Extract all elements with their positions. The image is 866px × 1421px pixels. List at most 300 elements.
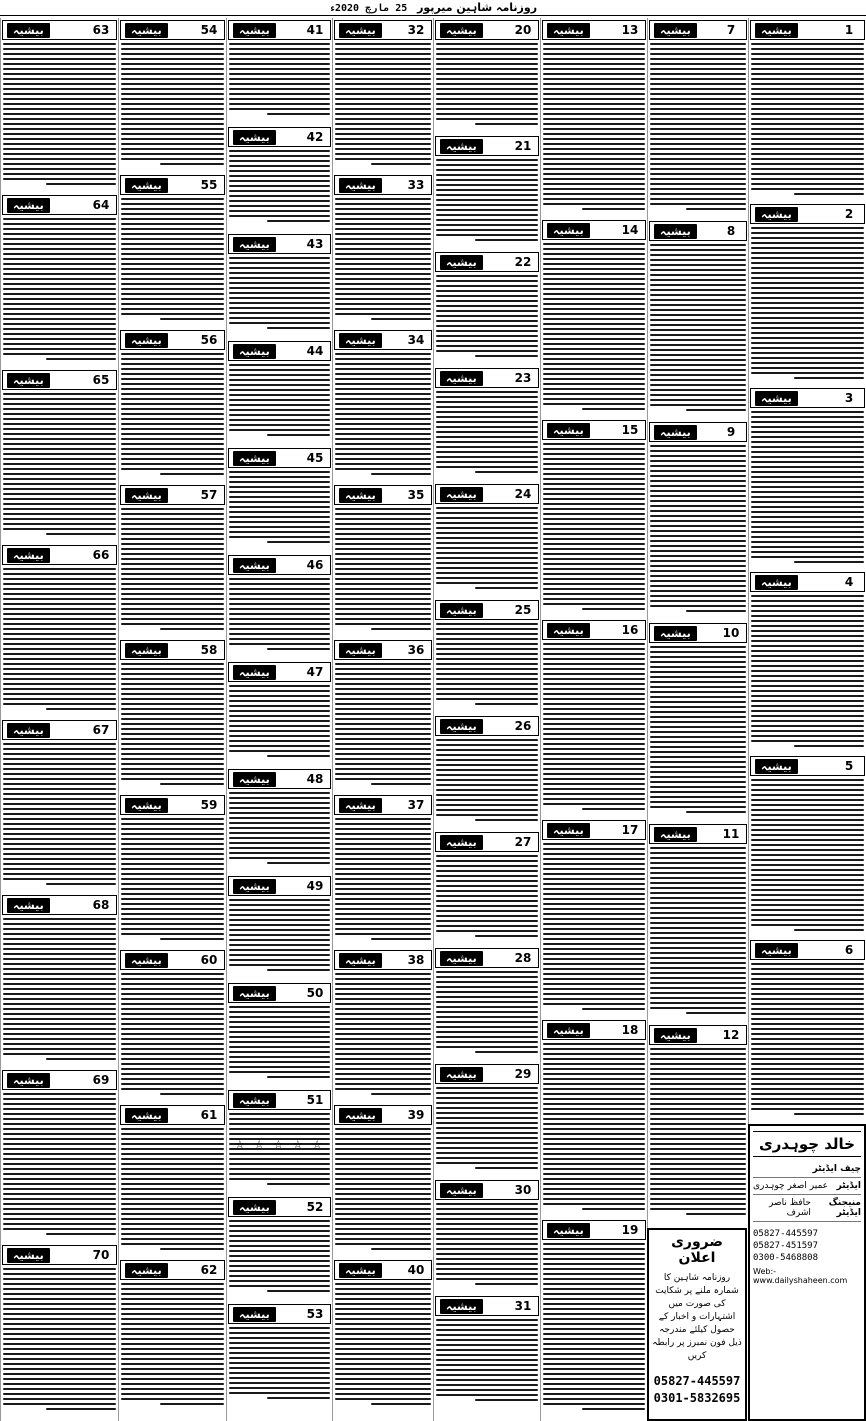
text-line — [751, 849, 864, 851]
text-line — [121, 508, 224, 510]
text-line — [121, 433, 224, 435]
text-line — [436, 73, 538, 75]
text-line — [335, 78, 431, 80]
text-line — [436, 1384, 538, 1386]
text-line — [543, 733, 645, 735]
text-line — [543, 1248, 645, 1250]
text-line — [543, 538, 645, 540]
text-line — [335, 988, 431, 990]
text-line — [121, 248, 224, 250]
news-item-badge: بیشیہ — [7, 198, 50, 213]
text-line — [650, 193, 746, 195]
text-line — [229, 1332, 330, 1334]
news-item — [434, 598, 540, 714]
news-item — [227, 18, 332, 125]
news-item-badge: بیشیہ — [654, 224, 697, 239]
text-line — [436, 310, 538, 312]
text-line — [229, 1041, 330, 1043]
text-line — [751, 362, 864, 364]
text-line — [543, 1138, 645, 1140]
news-item-text — [648, 1048, 748, 1215]
text-line — [650, 455, 746, 457]
news-item-badge: بیشیہ — [7, 373, 50, 388]
text-line — [335, 1203, 431, 1205]
contact-phones — [753, 1228, 861, 1264]
text-line — [543, 738, 645, 740]
text-line — [229, 165, 330, 167]
text-line — [543, 763, 645, 765]
text-line — [3, 298, 116, 300]
text-line — [751, 556, 864, 558]
news-item-text — [541, 443, 647, 610]
text-line — [543, 373, 645, 375]
text-line — [751, 511, 864, 513]
text-line — [751, 993, 864, 995]
text-line — [436, 885, 538, 887]
text-line — [686, 208, 746, 210]
news-item-number: 45 — [306, 451, 324, 465]
news-item-number: 39 — [407, 1108, 425, 1122]
text-line — [650, 1153, 746, 1155]
text-line — [335, 548, 431, 550]
text-line — [436, 628, 538, 630]
text-line — [335, 1068, 431, 1070]
text-line — [3, 1008, 116, 1010]
news-item-badge: بیشیہ — [125, 333, 168, 348]
text-line — [121, 1293, 224, 1295]
text-line — [121, 308, 224, 310]
news-item-text — [434, 739, 540, 821]
text-line — [543, 798, 645, 800]
text-line — [436, 749, 538, 751]
text-line — [3, 168, 116, 170]
text-line — [436, 290, 538, 292]
text-line — [436, 895, 538, 897]
text-line — [650, 319, 746, 321]
text-line — [436, 229, 538, 231]
text-line — [229, 750, 330, 752]
text-line — [751, 342, 864, 344]
text-line — [229, 103, 330, 105]
news-item-number: 64 — [92, 198, 110, 212]
text-line — [650, 947, 746, 949]
text-line — [436, 1394, 538, 1396]
text-line — [229, 374, 330, 376]
news-item-text — [227, 150, 332, 222]
text-line — [650, 329, 746, 331]
text-line — [436, 1011, 538, 1013]
text-line — [751, 486, 864, 488]
text-line — [121, 708, 224, 710]
text-line — [650, 676, 746, 678]
news-item-text — [119, 973, 226, 1095]
text-line — [267, 220, 330, 222]
text-line — [3, 1163, 116, 1165]
text-line — [3, 1308, 116, 1310]
text-line — [3, 288, 116, 290]
news-item-text — [749, 595, 866, 747]
text-line — [121, 1188, 224, 1190]
text-line — [335, 43, 431, 45]
text-line — [3, 403, 116, 405]
news-item-text — [333, 43, 433, 165]
text-line — [335, 538, 431, 540]
text-line — [3, 828, 116, 830]
text-line — [436, 58, 538, 60]
text-line — [543, 1148, 645, 1150]
text-line — [436, 234, 538, 236]
text-line — [650, 1123, 746, 1125]
text-line — [751, 710, 864, 712]
text-line — [543, 1388, 645, 1390]
role-value: عمیر اصغر چوہدری — [753, 1181, 829, 1191]
important-notice — [647, 1228, 747, 1421]
text-line — [3, 1143, 116, 1145]
text-line — [475, 819, 538, 821]
text-line — [751, 53, 864, 55]
text-line — [229, 1382, 330, 1384]
text-line — [335, 918, 431, 920]
text-line — [335, 1158, 431, 1160]
text-line — [751, 824, 864, 826]
text-line — [335, 213, 431, 215]
news-item — [119, 948, 226, 1103]
text-line — [650, 686, 746, 688]
text-line — [751, 829, 864, 831]
text-line — [3, 953, 116, 955]
text-line — [3, 648, 116, 650]
text-line — [3, 498, 116, 500]
text-line — [229, 914, 330, 916]
text-line — [650, 932, 746, 934]
text-line — [543, 963, 645, 965]
text-line — [543, 913, 645, 915]
text-line — [229, 1362, 330, 1364]
text-line — [121, 78, 224, 80]
text-line — [229, 399, 330, 401]
text-line — [335, 578, 431, 580]
text-line — [121, 1303, 224, 1305]
text-line — [650, 173, 746, 175]
text-line — [436, 779, 538, 781]
text-line — [229, 58, 330, 60]
text-line — [121, 1378, 224, 1380]
news-item-badge: بیشیہ — [654, 626, 697, 641]
text-line — [436, 552, 538, 554]
text-line — [3, 333, 116, 335]
text-line — [121, 133, 224, 135]
text-line — [436, 582, 538, 584]
text-line — [436, 421, 538, 423]
text-line — [3, 778, 116, 780]
text-line — [335, 883, 431, 885]
news-item-header — [2, 720, 117, 740]
text-line — [543, 1403, 645, 1405]
text-line — [229, 1026, 330, 1028]
news-item-number: 37 — [407, 798, 425, 812]
text-line — [229, 1337, 330, 1339]
text-line — [335, 928, 431, 930]
news-item — [333, 638, 433, 793]
text-line — [650, 88, 746, 90]
news-item-number: 35 — [407, 488, 425, 502]
text-line — [543, 348, 645, 350]
text-line — [650, 259, 746, 261]
text-line — [335, 1168, 431, 1170]
text-line — [335, 1293, 431, 1295]
text-line — [650, 394, 746, 396]
text-line — [543, 273, 645, 275]
text-line — [121, 1143, 224, 1145]
text-line — [751, 168, 864, 170]
news-item-text — [333, 1283, 433, 1405]
text-line — [650, 651, 746, 653]
text-line — [543, 1118, 645, 1120]
text-line — [3, 118, 116, 120]
news-item-number: 25 — [514, 603, 532, 617]
news-item — [648, 420, 748, 621]
text-line — [650, 791, 746, 793]
text-line — [229, 73, 330, 75]
news-item-text — [434, 855, 540, 937]
text-line — [3, 808, 116, 810]
text-line — [3, 353, 116, 355]
text-line — [751, 620, 864, 622]
text-line — [229, 180, 330, 182]
news-item-badge: بیشیہ — [755, 943, 798, 958]
text-line — [436, 925, 538, 927]
text-line — [543, 73, 645, 75]
text-line — [751, 1033, 864, 1035]
text-line — [436, 1218, 538, 1220]
news-item — [434, 134, 540, 250]
text-line — [650, 605, 746, 607]
text-line — [335, 713, 431, 715]
text-line — [650, 872, 746, 874]
text-line — [751, 715, 864, 717]
text-line — [335, 48, 431, 50]
text-line — [436, 391, 538, 393]
text-line — [3, 1133, 116, 1135]
news-item — [648, 18, 748, 219]
text-line — [335, 398, 431, 400]
text-line — [335, 973, 431, 975]
news-item-header — [334, 330, 432, 350]
text-line — [121, 383, 224, 385]
text-line — [46, 708, 116, 710]
text-line — [121, 228, 224, 230]
news-item — [434, 1178, 540, 1294]
text-line — [121, 1208, 224, 1210]
text-line — [335, 978, 431, 980]
text-line — [335, 673, 431, 675]
news-item-text — [227, 1220, 332, 1292]
text-line — [3, 873, 116, 875]
text-line — [3, 153, 116, 155]
role-label: چیف ایڈیٹر — [812, 1164, 861, 1174]
text-line — [543, 1088, 645, 1090]
text-line — [121, 1023, 224, 1025]
text-line — [335, 53, 431, 55]
text-line — [3, 503, 116, 505]
text-line — [229, 720, 330, 722]
text-line — [650, 113, 746, 115]
text-line — [436, 1152, 538, 1154]
news-item-header — [334, 485, 432, 505]
text-line — [650, 877, 746, 879]
text-line — [650, 1073, 746, 1075]
text-line — [751, 292, 864, 294]
text-line — [436, 1031, 538, 1033]
text-line — [650, 1068, 746, 1070]
text-line — [121, 373, 224, 375]
column-2 — [647, 18, 748, 1421]
text-line — [543, 483, 645, 485]
text-line — [3, 1038, 116, 1040]
text-line — [229, 1357, 330, 1359]
text-line — [751, 650, 864, 652]
news-item-header — [2, 545, 117, 565]
text-line — [436, 1349, 538, 1351]
text-line — [335, 253, 431, 255]
text-line — [650, 314, 746, 316]
text-line — [436, 557, 538, 559]
text-line — [543, 473, 645, 475]
text-line — [3, 413, 116, 415]
text-line — [121, 448, 224, 450]
text-line — [751, 963, 864, 965]
news-item-number: 50 — [306, 986, 324, 1000]
text-line — [335, 998, 431, 1000]
news-item-badge: بیشیہ — [233, 558, 276, 573]
text-line — [751, 680, 864, 682]
text-line — [121, 123, 224, 125]
news-item — [1, 543, 118, 718]
text-line — [543, 508, 645, 510]
text-line — [751, 48, 864, 50]
news-item-text — [227, 899, 332, 971]
text-line — [335, 708, 431, 710]
text-line — [121, 303, 224, 305]
text-line — [3, 493, 116, 495]
text-line — [3, 1168, 116, 1170]
text-line — [335, 93, 431, 95]
notice-text: روزنامہ شاہین کا شمارہ ملنے پر شکایت کی صورت میں اشتہارات و اخبار کے حصول کیلئے مندرجہ ذیل فون نمبرز پر رابطہ کریں — [652, 1273, 742, 1361]
text-line — [229, 1275, 330, 1277]
news-item-text — [434, 1203, 540, 1285]
text-line — [543, 848, 645, 850]
text-line — [650, 93, 746, 95]
news-item-badge: بیشیہ — [440, 951, 483, 966]
text-line — [543, 728, 645, 730]
text-line — [650, 585, 746, 587]
text-line — [543, 93, 645, 95]
text-line — [436, 325, 538, 327]
news-item-header — [435, 1296, 539, 1316]
text-line — [121, 758, 224, 760]
text-line — [3, 138, 116, 140]
text-line — [650, 324, 746, 326]
text-line — [650, 480, 746, 482]
text-line — [121, 973, 224, 975]
text-line — [543, 1383, 645, 1385]
text-line — [436, 1107, 538, 1109]
text-line — [751, 461, 864, 463]
text-line — [543, 1313, 645, 1315]
text-line — [267, 327, 330, 329]
text-line — [335, 728, 431, 730]
text-line — [121, 1223, 224, 1225]
news-item-text — [119, 353, 226, 475]
text-line — [436, 315, 538, 317]
text-line — [229, 297, 330, 299]
text-line — [436, 971, 538, 973]
text-line — [751, 640, 864, 642]
news-item-number: 17 — [621, 823, 639, 837]
text-line — [543, 103, 645, 105]
text-line — [229, 1235, 330, 1237]
text-line — [650, 404, 746, 406]
text-line — [751, 1023, 864, 1025]
text-line — [121, 548, 224, 550]
text-line — [229, 588, 330, 590]
text-line — [3, 418, 116, 420]
text-line — [335, 433, 431, 435]
news-item-badge: بیشیہ — [755, 391, 798, 406]
text-line — [335, 718, 431, 720]
text-line — [229, 608, 330, 610]
news-item-badge: بیشیہ — [339, 1263, 382, 1278]
text-line — [335, 1028, 431, 1030]
text-line — [335, 678, 431, 680]
text-line — [543, 1323, 645, 1325]
news-item-header — [649, 623, 747, 643]
text-line — [229, 526, 330, 528]
text-line — [3, 1113, 116, 1115]
news-item-number: 48 — [306, 772, 324, 786]
text-line — [543, 803, 645, 805]
text-line — [436, 1243, 538, 1245]
decorative-stars: ☆ ☆ ☆ ☆ ☆ — [234, 1138, 326, 1151]
text-line — [751, 128, 864, 130]
text-line — [650, 289, 746, 291]
text-line — [335, 1198, 431, 1200]
text-line — [436, 1016, 538, 1018]
text-line — [121, 1078, 224, 1080]
text-line — [751, 1083, 864, 1085]
news-item-text — [434, 159, 540, 241]
text-line — [751, 685, 864, 687]
text-line — [543, 1163, 645, 1165]
text-line — [543, 1398, 645, 1400]
news-item — [541, 418, 647, 618]
text-line — [335, 568, 431, 570]
text-line — [121, 438, 224, 440]
text-line — [751, 1038, 864, 1040]
text-line — [121, 1393, 224, 1395]
news-item-number: 30 — [514, 1183, 532, 1197]
text-line — [335, 573, 431, 575]
text-line — [751, 262, 864, 264]
text-line — [650, 1063, 746, 1065]
text-line — [121, 773, 224, 775]
news-item — [1, 718, 118, 893]
text-line — [3, 273, 116, 275]
text-line — [436, 159, 538, 161]
text-line — [3, 258, 116, 260]
text-line — [3, 948, 116, 950]
text-line — [335, 508, 431, 510]
